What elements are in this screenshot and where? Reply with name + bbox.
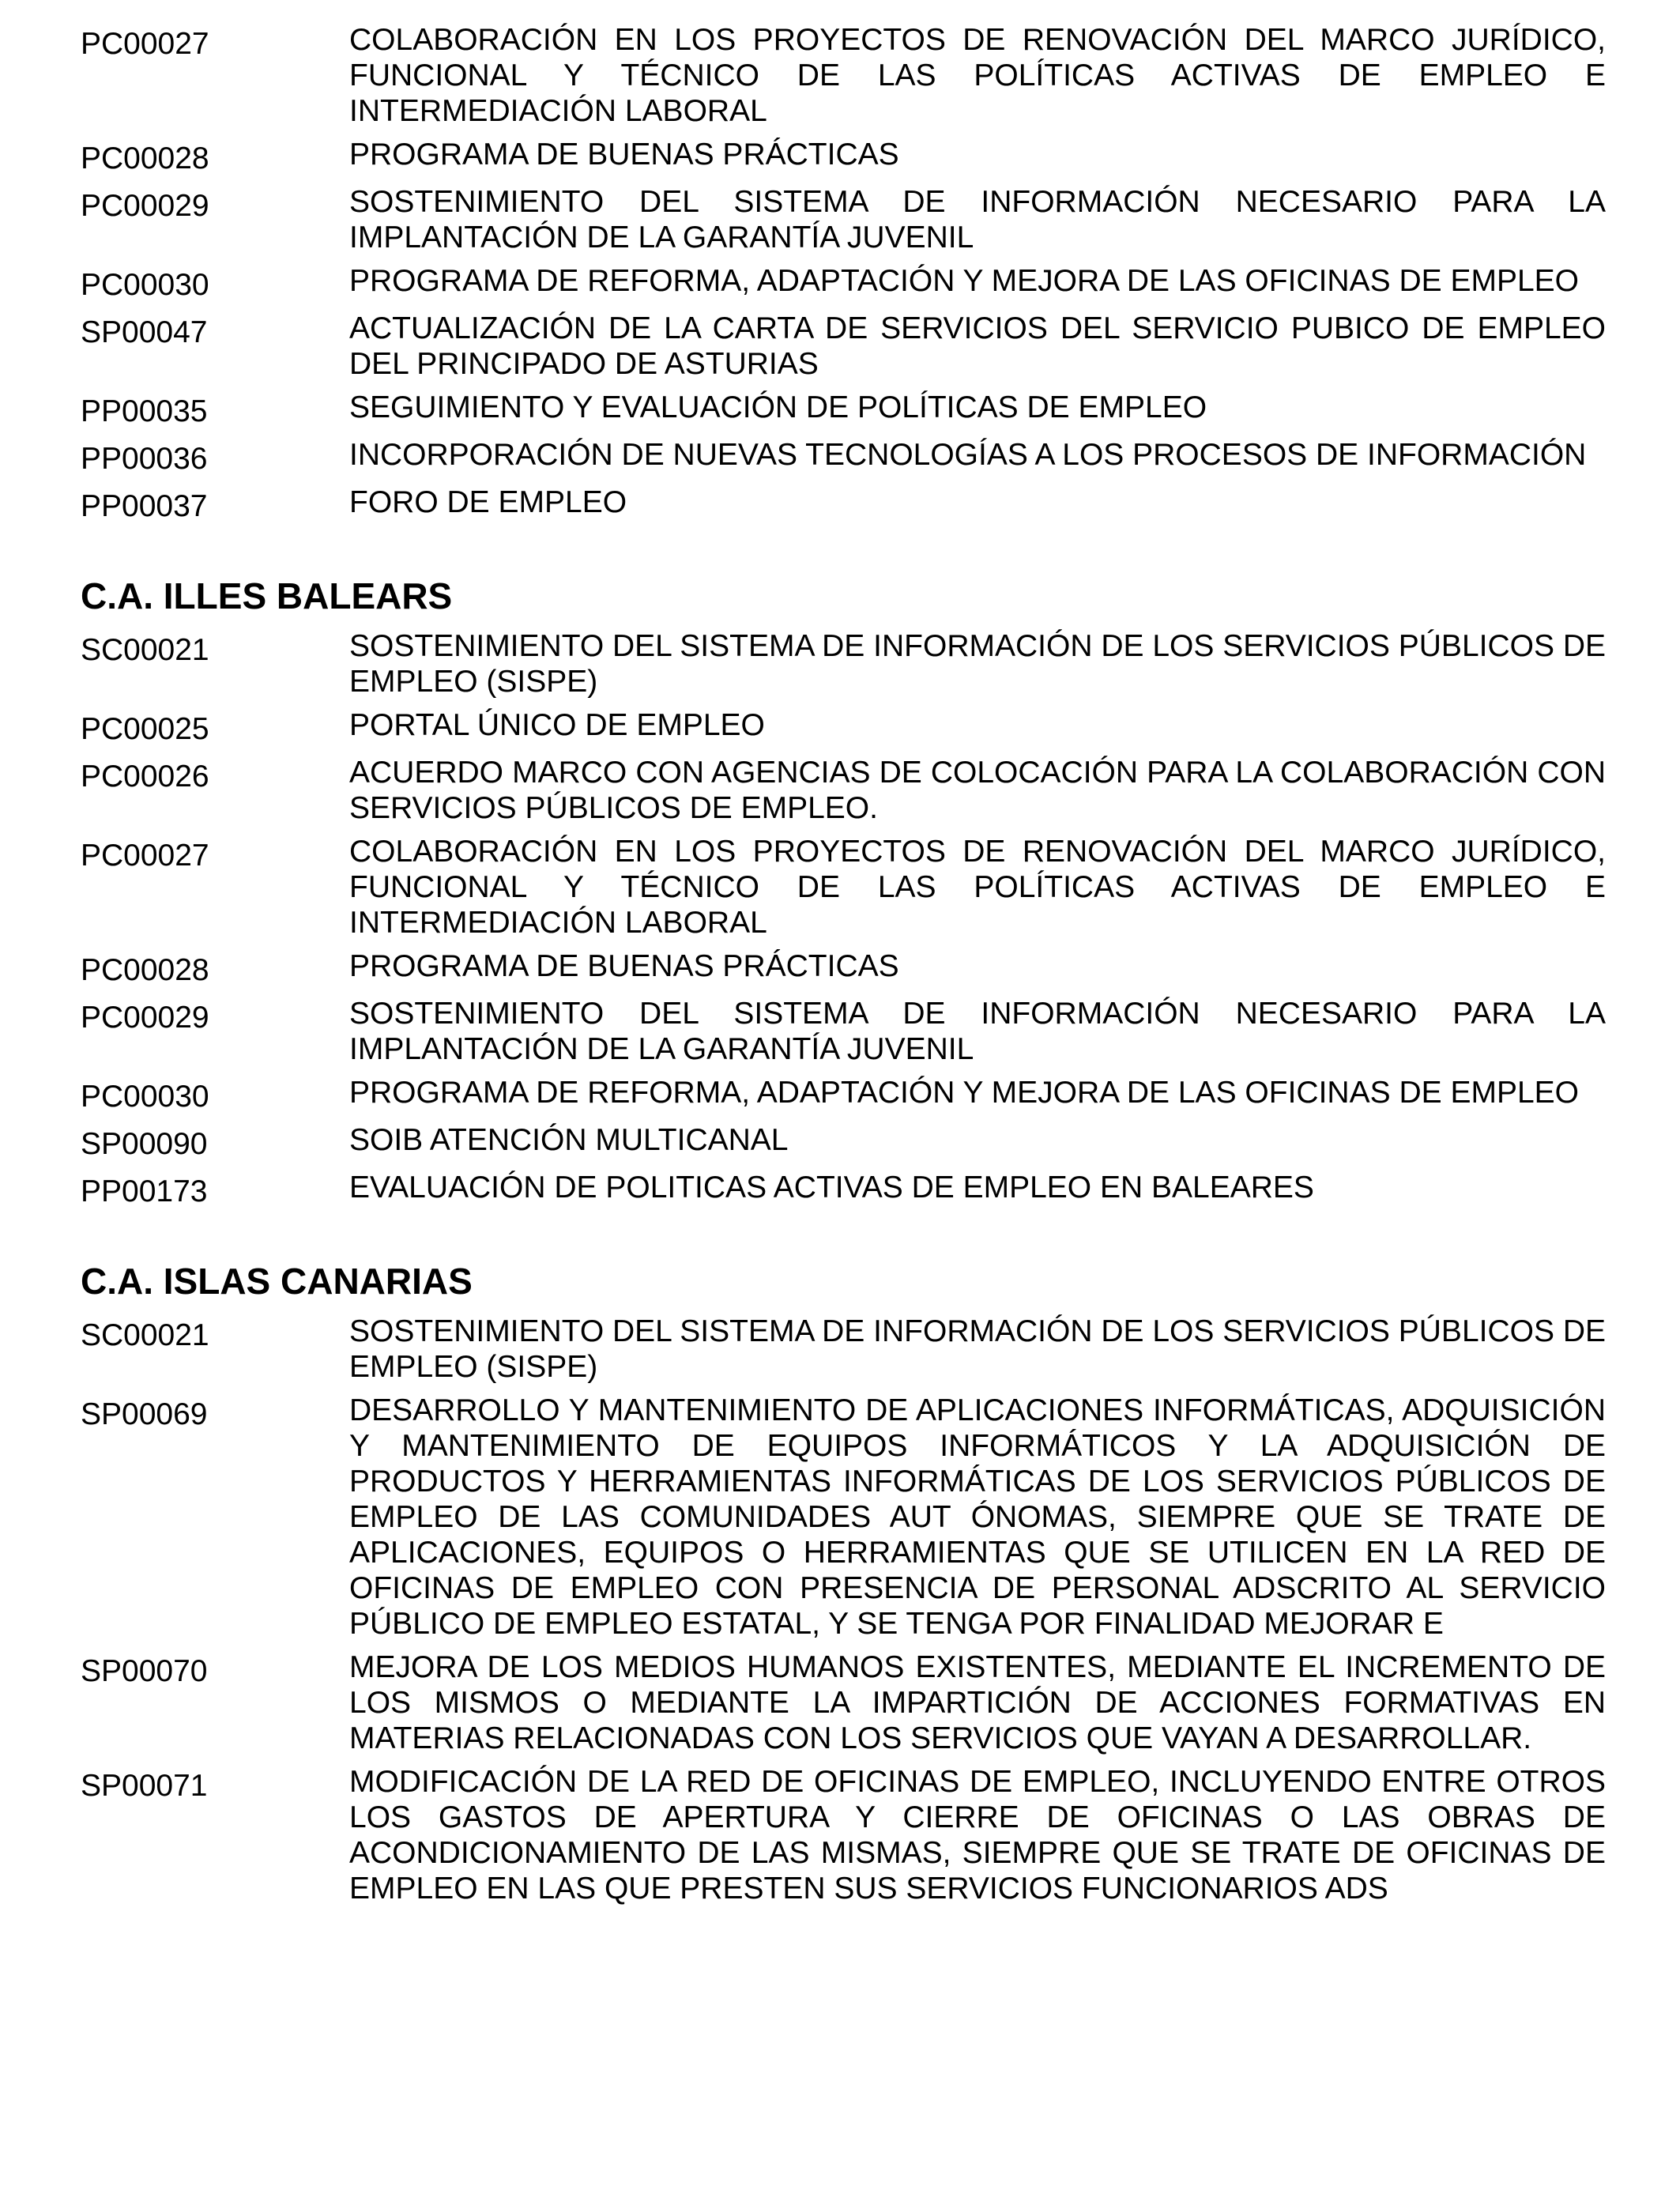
list-item [81,707,1606,747]
program-description: FORO DE EMPLEO [349,485,627,519]
program-code: PC00028 [81,953,209,987]
list-item [81,22,1606,129]
program-code: SP00047 [81,315,208,349]
program-code: SP00070 [81,1654,208,1688]
list-item [81,834,1606,941]
list-item [81,1764,1606,1906]
program-description: PORTAL ÚNICO DE EMPLEO [349,708,765,742]
program-description: PROGRAMA DE REFORMA, ADAPTACIÓN Y MEJORA DE LAS OFICINAS DE EMPLEO [349,1076,1580,1110]
program-description: SOIB ATENCIÓN MULTICANAL [349,1123,789,1157]
list-item [81,1122,1606,1162]
list-item [81,311,1606,382]
program-description: SOSTENIMIENTO DEL SISTEMA DE INFORMACIÓN NECESARIO PARA LA IMPLANTACIÓN DE LA GARANTÍA JUVENIL [349,185,1606,254]
program-description: INCORPORACIÓN DE NUEVAS TECNOLOGÍAS A LOS PROCESOS DE INFORMACIÓN [349,438,1587,472]
section-islas-canarias [81,1260,1606,1906]
list-item [81,484,1606,524]
list-item [81,628,1606,699]
section-heading: C.A. ISLAS CANARIAS [81,1261,473,1302]
program-description: MEJORA DE LOS MEDIOS HUMANOS EXISTENTES, MEDIANTE EL INCREMENTO DE LOS MISMOS O MEDIANTE LA IMPARTICIÓN DE ACCIONES FORMATIVAS EN MATERIAS RELACIONADAS CON LOS SERVICIOS QUE VAYAN A DESARROLLAR. [349,1650,1606,1755]
program-code: PC00025 [81,712,209,746]
program-code: PC00029 [81,189,209,223]
list-item [81,137,1606,176]
program-code: PP00173 [81,1174,208,1208]
list-item [81,437,1606,477]
program-description: PROGRAMA DE BUENAS PRÁCTICAS [349,138,899,172]
program-code: SP00090 [81,1127,208,1161]
section-heading: C.A. ILLES BALEARS [81,575,453,616]
program-description: SOSTENIMIENTO DEL SISTEMA DE INFORMACIÓN DE LOS SERVICIOS PÚBLICOS DE EMPLEO (SISPE) [349,629,1606,699]
program-code: SP00069 [81,1397,208,1431]
list-item [81,755,1606,826]
program-code: PC00027 [81,27,209,61]
program-description: PROGRAMA DE REFORMA, ADAPTACIÓN Y MEJORA DE LAS OFICINAS DE EMPLEO [349,264,1580,298]
list-item [81,996,1606,1067]
program-description: SOSTENIMIENTO DEL SISTEMA DE INFORMACIÓN DE LOS SERVICIOS PÚBLICOS DE EMPLEO (SISPE) [349,1314,1606,1384]
program-code: SC00021 [81,633,209,667]
list-item [81,1393,1606,1642]
program-description: DESARROLLO Y MANTENIMIENTO DE APLICACIONES INFORMÁTICAS, ADQUISICIÓN Y MANTENIMIENTO DE EQUIPOS INFORMÁTICOS Y LA ADQUISICIÓN DE PRODUCTOS Y HERRAMIENTAS INFORMÁTICAS DE LOS SERVICIOS PÚBLICOS DE EMPLEO DE LAS COMUNIDADES AUT ÓNOMAS, SIEMPRE QUE SE TRATE DE APLICACIONES, EQUIPOS O HERRAMIENTAS QUE SE UTILICEN EN LA RED DE OFICINAS DE EMPLEO CON PRESENCIA DE PERSONAL ADSCRITO AL SERVICIO PÚBLICO DE EMPLEO ESTATAL, Y SE TENGA POR FINALIDAD MEJORAR E [349,1393,1606,1641]
list-item [81,390,1606,429]
program-description: MODIFICACIÓN DE LA RED DE OFICINAS DE EMPLEO, INCLUYENDO ENTRE OTROS LOS GASTOS DE APERTURA Y CIERRE DE OFICINAS O LAS OBRAS DE ACONDICIONAMIENTO DE LAS MISMAS, SIEMPRE QUE SE TRATE DE OFICINAS DE EMPLEO EN LAS QUE PRESTEN SUS SERVICIOS FUNCIONARIOS ADS [349,1765,1606,1906]
program-description: SEGUIMIENTO Y EVALUACIÓN DE POLÍTICAS DE EMPLEO [349,390,1207,424]
list-item [81,948,1606,988]
list-item [81,1649,1606,1756]
program-code: PC00029 [81,1001,209,1035]
program-code: PC00030 [81,268,209,302]
program-code: PP00036 [81,442,208,476]
list-item [81,1075,1606,1114]
list-item [81,1314,1606,1385]
program-code: PC00030 [81,1080,209,1114]
section-illes-balears [81,575,1606,1209]
program-description: PROGRAMA DE BUENAS PRÁCTICAS [349,949,899,983]
program-code: PP00037 [81,489,208,523]
program-code: SP00071 [81,1769,208,1803]
list-item [81,1170,1606,1209]
section-continuation [81,22,1606,524]
program-code: PC00027 [81,839,209,873]
list-item [81,263,1606,303]
program-code: SC00021 [81,1318,209,1352]
program-description: COLABORACIÓN EN LOS PROYECTOS DE RENOVACIÓN DEL MARCO JURÍDICO, FUNCIONAL Y TÉCNICO DE LAS POLÍTICAS ACTIVAS DE EMPLEO E INTERMEDIACIÓN LABORAL [349,835,1606,940]
list-item [81,184,1606,255]
program-description: ACUERDO MARCO CON AGENCIAS DE COLOCACIÓN PARA LA COLABORACIÓN CON SERVICIOS PÚBLICOS DE EMPLEO. [349,756,1606,825]
program-description: COLABORACIÓN EN LOS PROYECTOS DE RENOVACIÓN DEL MARCO JURÍDICO, FUNCIONAL Y TÉCNICO DE LAS POLÍTICAS ACTIVAS DE EMPLEO E INTERMEDIACIÓN LABORAL [349,23,1606,128]
program-code: PC00026 [81,760,209,794]
program-code: PP00035 [81,394,208,428]
program-description: ACTUALIZACIÓN DE LA CARTA DE SERVICIOS DEL SERVICIO PUBICO DE EMPLEO DEL PRINCIPADO DE ASTURIAS [349,311,1606,381]
document-page [81,22,1606,1914]
program-description: SOSTENIMIENTO DEL SISTEMA DE INFORMACIÓN NECESARIO PARA LA IMPLANTACIÓN DE LA GARANTÍA JUVENIL [349,997,1606,1066]
program-description: EVALUACIÓN DE POLITICAS ACTIVAS DE EMPLEO EN BALEARES [349,1171,1314,1204]
program-code: PC00028 [81,141,209,175]
